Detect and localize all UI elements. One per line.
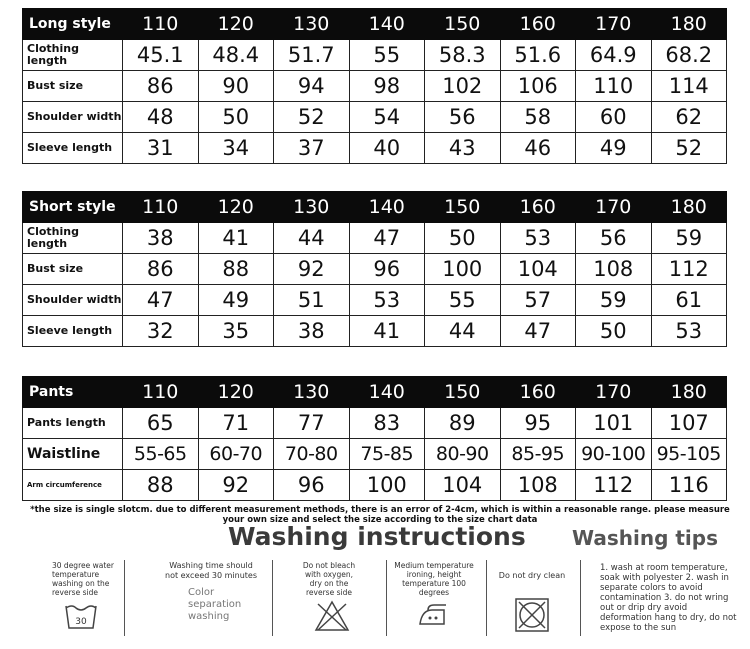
value-cell: 70-80 — [274, 439, 350, 470]
value-cell: 40 — [349, 133, 425, 164]
row-label: Bust size — [23, 71, 123, 102]
washing-time-item — [162, 561, 260, 637]
value-cell: 43 — [425, 133, 501, 164]
size-cell: 110 — [123, 9, 199, 40]
value-cell: 41 — [349, 316, 425, 347]
value-cell: 48.4 — [198, 40, 274, 71]
size-cell: 170 — [576, 192, 652, 223]
value-cell: 112 — [651, 254, 727, 285]
value-cell: 41 — [198, 223, 274, 254]
value-cell: 47 — [123, 285, 199, 316]
value-cell: 90 — [198, 71, 274, 102]
washing-instructions-title: Washing instructions — [228, 522, 526, 551]
value-cell: 102 — [425, 71, 501, 102]
value-cell: 45.1 — [123, 40, 199, 71]
value-cell: 52 — [651, 133, 727, 164]
no-bleach-icon — [314, 600, 350, 632]
value-cell: 98 — [349, 71, 425, 102]
value-cell: 47 — [349, 223, 425, 254]
wash-temp-label: 30 — [75, 617, 87, 627]
value-cell: 65 — [123, 408, 199, 439]
table-row — [23, 40, 727, 71]
size-cell: 140 — [349, 192, 425, 223]
value-cell: 37 — [274, 133, 350, 164]
size-cell: 130 — [274, 192, 350, 223]
value-cell: 56 — [425, 102, 501, 133]
value-cell: 49 — [576, 133, 652, 164]
value-cell: 95 — [500, 408, 576, 439]
size-cell: 120 — [198, 377, 274, 408]
value-cell: 57 — [500, 285, 576, 316]
value-cell: 35 — [198, 316, 274, 347]
table-row — [23, 133, 727, 164]
table-row — [23, 439, 727, 470]
divider — [124, 560, 125, 636]
value-cell: 54 — [349, 102, 425, 133]
value-cell: 96 — [349, 254, 425, 285]
long-style-table — [22, 8, 727, 164]
value-cell: 32 — [123, 316, 199, 347]
value-cell: 83 — [349, 408, 425, 439]
washing-tips-title: Washing tips — [572, 526, 718, 550]
value-cell: 51 — [274, 285, 350, 316]
table-row — [23, 316, 727, 347]
ironing-text: Medium temperature ironing, height temperature 100 degrees — [394, 561, 474, 597]
short-style-header-row — [23, 192, 727, 223]
value-cell: 49 — [198, 285, 274, 316]
washing-time-text: Washing time should not exceed 30 minutes — [165, 561, 257, 580]
value-cell: 106 — [500, 71, 576, 102]
table-row — [23, 408, 727, 439]
row-label: Arm circumference — [23, 470, 123, 501]
size-cell: 180 — [651, 192, 727, 223]
value-cell: 77 — [274, 408, 350, 439]
row-label: Sleeve length — [23, 316, 123, 347]
size-cell: 120 — [198, 192, 274, 223]
size-cell: 140 — [349, 9, 425, 40]
size-cell: 160 — [500, 9, 576, 40]
value-cell: 58 — [500, 102, 576, 133]
value-cell: 60-70 — [198, 439, 274, 470]
value-cell: 107 — [651, 408, 727, 439]
value-cell: 51.7 — [274, 40, 350, 71]
size-cell: 110 — [123, 192, 199, 223]
value-cell: 80-90 — [425, 439, 501, 470]
value-cell: 52 — [274, 102, 350, 133]
row-label: Clothing length — [23, 40, 123, 71]
size-cell: 170 — [576, 377, 652, 408]
value-cell: 95-105 — [651, 439, 727, 470]
size-cell: 180 — [651, 377, 727, 408]
value-cell: 61 — [651, 285, 727, 316]
value-cell: 44 — [274, 223, 350, 254]
value-cell: 51.6 — [500, 40, 576, 71]
value-cell: 60 — [576, 102, 652, 133]
pants-title: Pants — [23, 377, 123, 408]
value-cell: 112 — [576, 470, 652, 501]
no-bleach-text: Do not bleach with oxygen, dry on the reverse side — [302, 561, 356, 597]
value-cell: 88 — [198, 254, 274, 285]
divider — [580, 560, 581, 636]
value-cell: 62 — [651, 102, 727, 133]
table-row — [23, 71, 727, 102]
size-cell: 150 — [425, 377, 501, 408]
size-cell: 170 — [576, 9, 652, 40]
table-row — [23, 470, 727, 501]
table-row — [23, 285, 727, 316]
short-style-table — [22, 191, 727, 347]
value-cell: 48 — [123, 102, 199, 133]
pants-table — [22, 376, 727, 501]
value-cell: 104 — [425, 470, 501, 501]
value-cell: 50 — [198, 102, 274, 133]
value-cell: 55 — [425, 285, 501, 316]
size-cell: 160 — [500, 377, 576, 408]
value-cell: 50 — [576, 316, 652, 347]
value-cell: 56 — [576, 223, 652, 254]
value-cell: 38 — [123, 223, 199, 254]
value-cell: 85-95 — [500, 439, 576, 470]
value-cell: 71 — [198, 408, 274, 439]
value-cell: 101 — [576, 408, 652, 439]
color-separation-text: Color separation washing — [188, 587, 242, 622]
value-cell: 31 — [123, 133, 199, 164]
value-cell: 92 — [198, 470, 274, 501]
value-cell: 110 — [576, 71, 652, 102]
row-label: Shoulder width — [23, 102, 123, 133]
value-cell: 58.3 — [425, 40, 501, 71]
value-cell: 108 — [500, 470, 576, 501]
table-row — [23, 254, 727, 285]
value-cell: 53 — [651, 316, 727, 347]
value-cell: 46 — [500, 133, 576, 164]
washing-tips-text: 1. wash at room temperature, soak with polyester 2. wash in separate colors to avoid contamination 3. do not wring out or drip dry avoid deformation hang to dry, do not expose to the sun — [600, 563, 737, 633]
value-cell: 114 — [651, 71, 727, 102]
divider — [486, 560, 487, 636]
value-cell: 96 — [274, 470, 350, 501]
value-cell: 50 — [425, 223, 501, 254]
value-cell: 68.2 — [651, 40, 727, 71]
value-cell: 100 — [425, 254, 501, 285]
value-cell: 90-100 — [576, 439, 652, 470]
water-temp-text: 30 degree water temperature washing on the reverse side — [52, 561, 114, 597]
size-cell: 150 — [425, 192, 501, 223]
size-cell: 150 — [425, 9, 501, 40]
value-cell: 86 — [123, 71, 199, 102]
value-cell: 55-65 — [123, 439, 199, 470]
divider — [272, 560, 273, 636]
value-cell: 38 — [274, 316, 350, 347]
value-cell: 59 — [651, 223, 727, 254]
row-label: Waistline — [23, 439, 123, 470]
no-dry-clean-icon — [514, 597, 550, 633]
table-row — [23, 223, 727, 254]
divider — [386, 560, 387, 636]
value-cell: 108 — [576, 254, 652, 285]
value-cell: 53 — [349, 285, 425, 316]
size-cell: 130 — [274, 9, 350, 40]
size-cell: 130 — [274, 377, 350, 408]
value-cell: 64.9 — [576, 40, 652, 71]
size-cell: 180 — [651, 9, 727, 40]
size-cell: 140 — [349, 377, 425, 408]
iron-icon — [414, 602, 450, 628]
value-cell: 104 — [500, 254, 576, 285]
value-cell: 44 — [425, 316, 501, 347]
row-label: Sleeve length — [23, 133, 123, 164]
value-cell: 94 — [274, 71, 350, 102]
table-row — [23, 102, 727, 133]
pants-header-row — [23, 377, 727, 408]
size-cell: 160 — [500, 192, 576, 223]
value-cell: 55 — [349, 40, 425, 71]
value-cell: 92 — [274, 254, 350, 285]
wash-30-icon — [64, 602, 98, 630]
row-label: Clothing length — [23, 223, 123, 254]
long-style-title: Long style — [23, 9, 123, 40]
value-cell: 53 — [500, 223, 576, 254]
row-label: Pants length — [23, 408, 123, 439]
value-cell: 88 — [123, 470, 199, 501]
no-dry-clean-text: Do not dry clean — [498, 571, 566, 580]
value-cell: 75-85 — [349, 439, 425, 470]
short-style-title: Short style — [23, 192, 123, 223]
size-cell: 110 — [123, 377, 199, 408]
size-note: *the size is single slotcm. due to different measurement methods, there is an error of 2-4cm, which is within a reasonable range. please measure your own size and select the size according to the size chart data — [30, 505, 730, 525]
value-cell: 47 — [500, 316, 576, 347]
long-style-header-row — [23, 9, 727, 40]
value-cell: 100 — [349, 470, 425, 501]
value-cell: 59 — [576, 285, 652, 316]
value-cell: 86 — [123, 254, 199, 285]
row-label: Bust size — [23, 254, 123, 285]
value-cell: 34 — [198, 133, 274, 164]
row-label: Shoulder width — [23, 285, 123, 316]
size-cell: 120 — [198, 9, 274, 40]
value-cell: 89 — [425, 408, 501, 439]
value-cell: 116 — [651, 470, 727, 501]
